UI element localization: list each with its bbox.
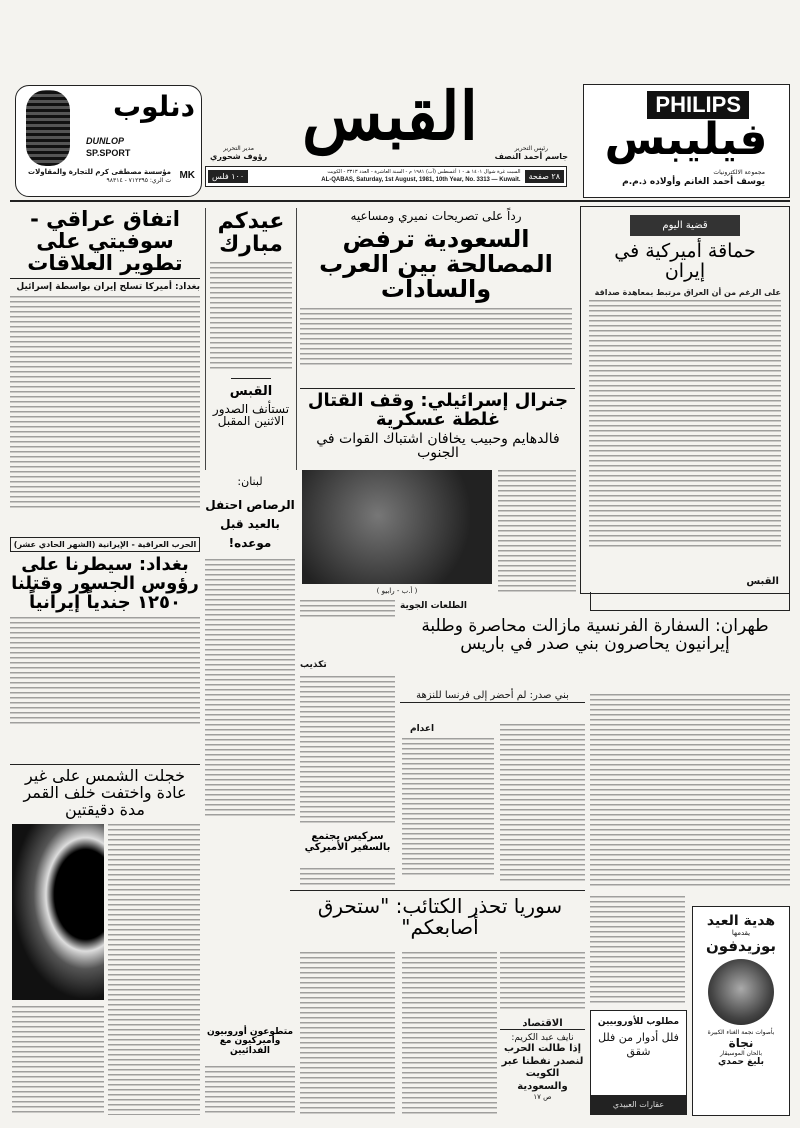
iraq-iran-headline: بغداد: سيطرنا على رؤوس الجسور وقتلنا ١٢٥٠ جندياً إيرانياً	[11, 554, 199, 613]
syria-body-2	[500, 952, 585, 1012]
iraq-iran-body	[10, 617, 200, 727]
lebanon-kicker: لبنان:	[237, 475, 263, 488]
lebanon-box	[205, 476, 295, 819]
managing-editor	[210, 145, 267, 161]
volunteers-body	[205, 1066, 295, 1116]
date-arabic: السبت غرة شوال ١٤٠١ هـ - ١ أغسطس (آب) ١٩٨١ م - السنة العاشرة - العدد ٣٣١٣ - الكويت	[327, 169, 521, 175]
saudi-block	[300, 210, 572, 368]
israeli-general-headline: جنرال إسرائيلي: وقف القتال غلطة عسكرية	[307, 390, 569, 430]
sarkis-body	[300, 868, 395, 886]
column-body	[300, 676, 395, 826]
issue-of-day-label: قضية اليوم	[630, 215, 740, 236]
saudi-kicker: رداً على تصريحات نميري ومساعيه	[350, 209, 522, 223]
sarkis-headline: سركيس يجتمع بالسفير الأميركي	[304, 831, 391, 853]
singer-name: نجاة	[728, 1036, 754, 1050]
oil-kicker: نايف عبد الكريم:	[511, 1033, 574, 1043]
lebanon-body	[205, 559, 295, 819]
editor-name: جاسم أحمد النصف	[494, 152, 568, 161]
news-photo	[302, 470, 492, 584]
rule	[10, 278, 200, 279]
eid-body	[210, 262, 292, 372]
tehran-body-3	[402, 738, 494, 878]
iraq-soviet-subtitle: بغداد: أميركا تسلح إيران بواسطة إسرائيل	[16, 282, 200, 293]
al-qabas-box	[590, 592, 790, 611]
iraq-iran-kicker: الحرب العراقية - الإيرانية (الشهر الحادي عشر)	[10, 537, 200, 552]
masthead-rule	[10, 200, 790, 202]
philips-dealer-label: مجموعة الالكترونيات	[713, 169, 765, 176]
oil-ref: ص ١٧	[533, 1093, 552, 1101]
editor-label: رئيس التحرير	[514, 145, 548, 152]
oil-headline: إذا طالت الحرب لنصدر نفطنا عبر الكويت والسعودية	[501, 1043, 584, 1092]
center-body	[300, 600, 395, 620]
israeli-general-body	[498, 470, 576, 592]
eid-divider	[231, 378, 271, 379]
iraq-soviet-block	[10, 208, 200, 511]
center-lower-body	[300, 952, 395, 1115]
wanted-ad	[590, 1010, 687, 1115]
rule	[290, 890, 585, 891]
date-strip	[205, 166, 567, 187]
syria-body	[402, 952, 497, 1115]
philips-arabic: فيليبس	[604, 114, 768, 165]
tehran-body-2	[500, 724, 585, 884]
subhead-raids: الطلعات الجوية	[400, 601, 467, 611]
philips-dealer: يوسف أحمد الغانم وأولاده ذ.م.م	[622, 177, 765, 187]
issue-of-day-title: حماقة أميركية في إيران	[614, 240, 756, 282]
issue-of-day-lead: على الرغم من أن العراق مرتبط بمعاهدة صداقة	[594, 287, 781, 297]
date-english: AL-QABAS, Saturday, 1st August, 1981, 10th Year, No. 3313 — Kuwait.	[321, 177, 521, 183]
price-badge: ١٠٠ فلس	[208, 170, 248, 183]
dunlop-dealer: مؤسسة مصطفى كرم للتجارة والمقاولات	[28, 168, 171, 176]
eclipse-headline: خجلت الشمس على غير عادة واختفت خلف القمر مدة دقيقتين	[23, 766, 187, 819]
rule	[10, 764, 200, 765]
dunlop-arabic: دنلوب	[112, 90, 195, 123]
newspaper-logo: القبس	[302, 77, 478, 155]
eclipse-photo	[12, 824, 104, 1000]
tehran-body	[590, 694, 790, 889]
mk-logo: MK	[179, 170, 195, 181]
composer-line: بالحان الموسيقار	[719, 1050, 762, 1057]
eid-title: عيدكم مبارك	[217, 209, 285, 258]
rule	[300, 388, 575, 389]
editor-in-chief	[495, 145, 568, 161]
dunlop-brand: DUNLOP	[86, 136, 124, 146]
dunlop-model: SP.SPORT	[86, 148, 131, 158]
singer-line: بأصوات نجمة الغناء الكبيرة	[707, 1029, 775, 1036]
date-text	[252, 169, 520, 184]
eclipse-body	[108, 824, 200, 1115]
israeli-general-subtitle: فالدهايم وحبيب يخافان اشتباك القوات في الجنوب	[316, 430, 560, 462]
dunlop-ad	[15, 85, 202, 197]
tehran-headline: طهران: السفارة الفرنسية مازالت محاصرة وطلبة إيرانيون يحاصرون بني صدر في باريس	[421, 616, 769, 654]
subhead-economy: الاقتصاد	[500, 1018, 585, 1030]
pages-badge: ٢٨ صفحة	[525, 170, 564, 183]
syria-body-3	[590, 896, 685, 1004]
gift-presents: يقدمها	[731, 929, 751, 937]
tyre-image	[26, 90, 70, 166]
syria-headline: سوريا تحذر الكتائب: "ستحرق أصابعكم"	[317, 894, 563, 939]
gift-ad	[692, 906, 790, 1116]
iraq-soviet-headline: اتفاق عراقي - سوفيتي على تطوير العلاقات	[27, 207, 183, 276]
wanted-body: فلل أدوار من فلل شقق	[598, 1031, 679, 1059]
philips-ad	[583, 84, 790, 198]
gift-title: هدية العيد	[706, 913, 776, 929]
notice-text: تستأنف الصدور الاثنين المقبل	[212, 401, 290, 429]
iraq-soviet-body	[10, 296, 200, 511]
dunlop-phone: ت الري: ٧١٢٣٩٥ - ٩٨٣١٤	[106, 177, 171, 184]
saudi-body	[300, 308, 572, 368]
volunteers-headline: متطوعون أوروبيون وأميركيون مع الفدائيين	[206, 1027, 294, 1056]
managing-editor-name: رؤوف شحوري	[210, 152, 268, 161]
managing-editor-label: مدير التحرير	[223, 145, 254, 152]
eclipse-body-2	[12, 1006, 104, 1116]
philips-logo: PHILIPS	[647, 91, 749, 119]
singer-photo	[708, 959, 774, 1025]
tehran-subtitle: بني صدر: لم أحضر إلى فرنسا للنزهة	[400, 690, 585, 703]
subhead-execution: اعدام	[410, 724, 435, 734]
issue-of-day-body	[589, 300, 781, 550]
issue-of-day-signature: القبس	[746, 576, 779, 587]
dunlop-dealer-block	[22, 168, 171, 185]
saudi-headline: السعودية ترفض المصالحة بين العرب والسادات	[319, 224, 553, 303]
issue-of-day-box	[580, 206, 790, 594]
israeli-general-block	[300, 392, 576, 461]
oil-box	[500, 1018, 585, 1101]
subhead-denial: تكذيب	[300, 660, 327, 670]
wanted-title: مطلوب للأوروبيين	[597, 1017, 680, 1027]
gift-company: بوزيدفون	[706, 937, 776, 955]
eid-box	[205, 208, 297, 470]
wanted-company: عقارات العبيدي	[591, 1095, 686, 1114]
photo-caption: ( أ.ب - رابيو )	[376, 587, 418, 595]
iraq-iran-block	[10, 537, 200, 727]
composer-name: بليغ حمدي	[718, 1057, 764, 1067]
lebanon-headline: الرصاص احتفل بالعيد قبل موعده!	[205, 497, 295, 550]
philips-dealer-block	[588, 169, 765, 188]
notice-source: القبس	[229, 384, 273, 400]
